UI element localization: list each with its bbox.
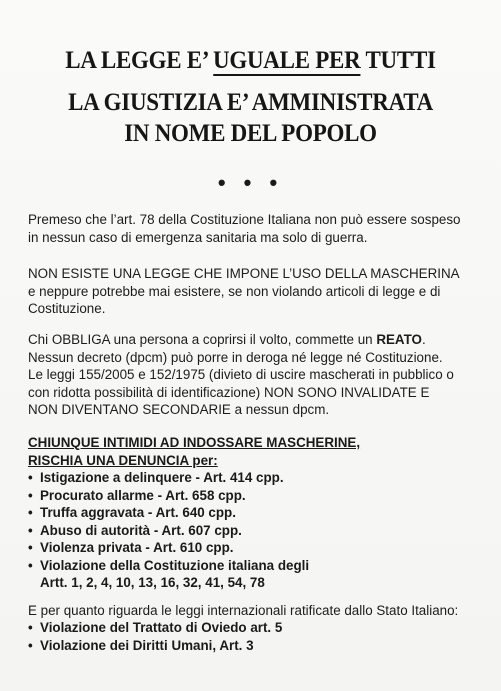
list-item: • Truffa aggravata - Art. 640 cpp. xyxy=(28,505,236,520)
crime-word: REATO xyxy=(376,332,422,347)
bullet-icon: • xyxy=(28,557,33,573)
list-item: • Violenza privata - Art. 610 cpp. xyxy=(28,540,234,555)
paragraph-obligation-crime: Chi OBBLIGA una persona a coprirsi il volto, commette un REATO. Nessun decreto (dpcm) può porre in deroga né legge né Costituzione. Le leggi 155/2005 e 152/1975 (divieto di uscire mascherati in pubblico o con ridotta possibilità di identificazione) NON SONO INVALIDATE E NON DIVENTANO SECONDARIE a nessun dpcm. xyxy=(28,332,454,417)
bullet-icon: • xyxy=(28,505,33,520)
crimes-list xyxy=(28,469,488,592)
warning-heading: CHIUNQUE INTIMIDI AD INDOSSARE MASCHERINE, RISCHIA UNA DENUNCIA per: xyxy=(28,435,361,468)
list-item: • Procurato allarme - Art. 658 cpp. xyxy=(28,487,246,503)
bullet-icon: • xyxy=(28,637,33,653)
bullet-icon: • xyxy=(28,522,33,538)
list-item: • Istigazione a delinquere - Art. 414 cpp. xyxy=(28,470,284,485)
list-item: • Abuso di autorità - Art. 607 cpp. xyxy=(28,522,242,538)
title-underlined-text: UGUALE PER xyxy=(213,47,361,74)
title-line-1: LA LEGGE E’ UGUALE PER TUTTI xyxy=(65,47,436,74)
list-item: • Violazione della Costituzione italiana degli xyxy=(28,557,310,573)
title-line-3: IN NOME DEL POPOLO xyxy=(124,120,377,147)
list-item: • Violazione dei Diritti Umani, Art. 3 xyxy=(28,637,254,653)
paragraph-constitution-art-78: Premeso che l’art. 78 della Costituzione Italiana non può essere sospeso in nessun caso di emergenza sanitaria ma solo di guerra. xyxy=(28,212,461,245)
title-line-2: LA GIUSTIZIA E’ AMMINISTRATA xyxy=(68,89,433,116)
paragraph-no-mask-law: NON ESISTE UNA LEGGE CHE IMPONE L’USO DELLA MASCHERINA e neppure potrebbe mai esistere, se non violando articoli di legge e di Costituzione. xyxy=(28,266,460,316)
list-item: • Violazione del Trattato di Oviedo art. 5 xyxy=(28,620,283,635)
separator-dots: • • • xyxy=(217,170,284,195)
bullet-icon: • xyxy=(28,487,33,503)
international-list xyxy=(28,619,488,654)
bullet-icon: • xyxy=(28,620,33,635)
paragraph-international-intro: E per quanto riguarda le leggi internazionali ratificate dallo Stato Italiano: xyxy=(28,603,459,618)
bullet-icon: • xyxy=(28,470,33,485)
list-item-continuation: Artt. 1, 2, 4, 10, 13, 16, 32, 41, 54, 78 xyxy=(40,575,265,590)
bullet-icon: • xyxy=(28,540,33,555)
